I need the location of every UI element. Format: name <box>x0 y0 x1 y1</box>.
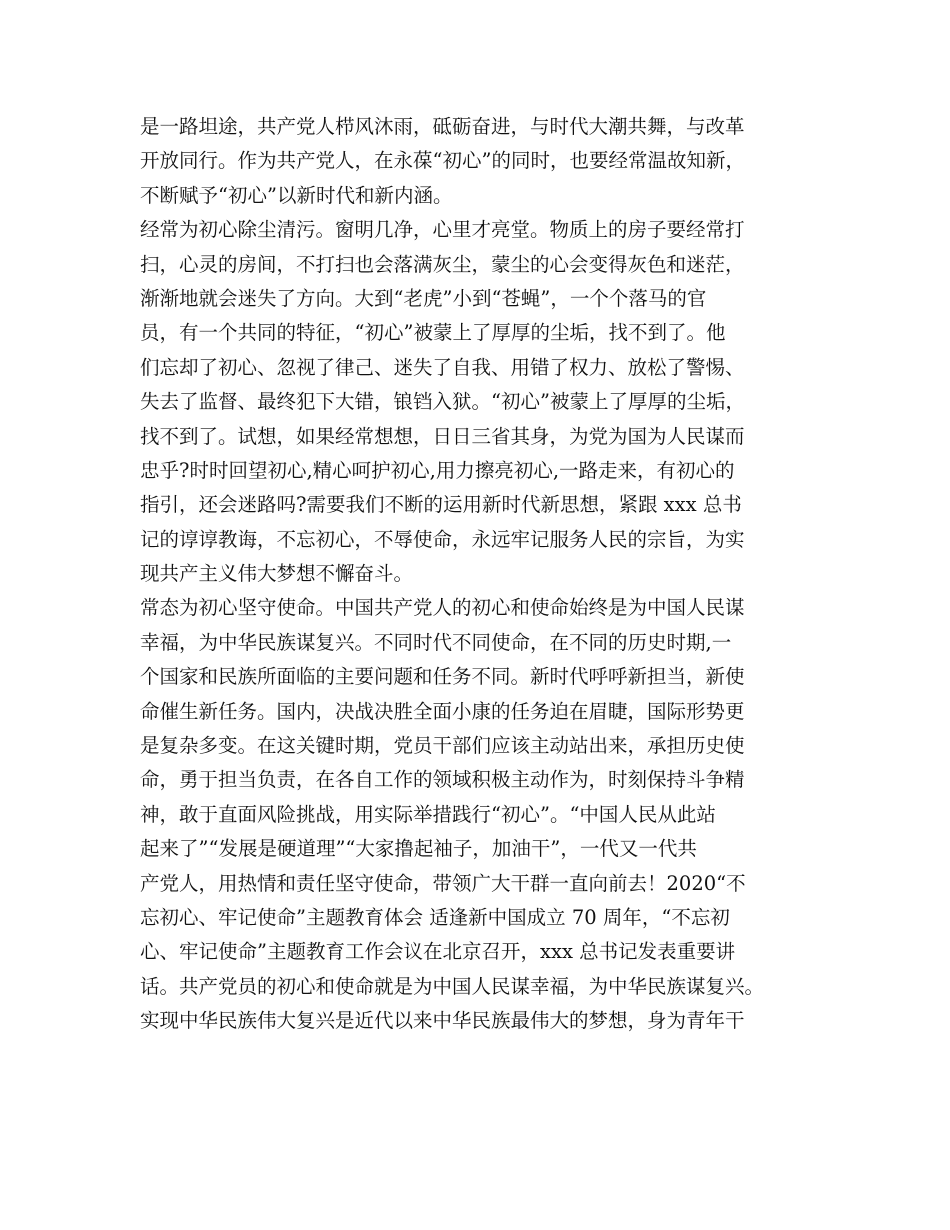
text-line: 是一路坦途，共产党人栉风沐雨，砥砺奋进，与时代大潮共舞，与改革 <box>140 115 745 138</box>
text-line: 找不到了。试想，如果经常想想，日日三省其身，为党为国为人民谋而 <box>140 424 745 448</box>
text-line: 个国家和民族所面临的主要问题和任务不同。新时代呼呼新担当，新使 <box>140 665 745 689</box>
document-body <box>140 110 840 1039</box>
text-line: 忘初心、牢记使命”主题教育体会 适逢新中国成立 70 周年，“不忘初 <box>140 905 730 929</box>
text-line: 常态为初心坚守使命。中国共产党人的初心和使命始终是为中国人民谋 <box>140 596 745 620</box>
text-line: 记的谆谆教诲，不忘初心，不辱使命，永远牢记服务人民的宗旨，为实 <box>140 527 745 551</box>
text-line: 实现中华民族伟大复兴是近代以来中华民族最伟大的梦想，身为青年干 <box>140 1009 745 1033</box>
text-line: 开放同行。作为共产党人，在永葆“初心”的同时，也要经常温故知新， <box>140 149 745 173</box>
text-line: 现共产主义伟大梦想不懈奋斗。 <box>140 562 414 586</box>
text-line: 不断赋予“初心”以新时代和新内涵。 <box>140 183 453 207</box>
text-line: 心、牢记使命”主题教育工作会议在北京召开，xxx 总书记发表重要讲 <box>140 940 736 964</box>
text-line: 们忘却了初心、忽视了律己、迷失了自我、用错了权力、放松了警惕、 <box>140 355 745 379</box>
text-line: 是复杂多变。在这关键时期，党员干部们应该主动站出来，承担历史使 <box>140 734 745 758</box>
text-line: 幸福，为中华民族谋复兴。不同时代不同使命，在不同的历史时期,一 <box>140 630 732 654</box>
text-line: 命，勇于担当负责，在各自工作的领域积极主动作为，时刻保持斗争精 <box>140 768 745 792</box>
text-line: 起来了”“发展是硬道理”“大家撸起袖子，加油干”，一代又一代共 <box>140 837 697 861</box>
text-line: 话。共产党员的初心和使命就是为中国人民谋幸福，为中华民族谋复兴。 <box>140 974 765 998</box>
text-line: 指引，还会迷路吗?需要我们不断的运用新时代新思想，紧跟 xxx 总书 <box>140 493 742 517</box>
text-line: 员，有一个共同的特征，“初心”被蒙上了厚厚的尘垢，找不到了。他 <box>140 321 726 345</box>
text-line: 神，敢于直面风险挑战，用实际举措践行“初心”。“中国人民从此站 <box>140 802 716 826</box>
text-line: 经常为初心除尘清污。窗明几净，心里才亮堂。物质上的房子要经常打 <box>140 218 745 242</box>
text-line: 命催生新任务。国内，决战决胜全面小康的任务迫在眉睫，国际形势更 <box>140 699 745 723</box>
text-line: 渐渐地就会迷失了方向。大到“老虎”小到“苍蝇”，一个个落马的官 <box>140 286 707 310</box>
text-line: 扫，心灵的房间，不打扫也会落满灰尘，蒙尘的心会变得灰色和迷茫， <box>140 252 745 276</box>
text-line: 失去了监督、最终犯下大错，锒铛入狱。“初心”被蒙上了厚厚的尘垢， <box>140 390 745 414</box>
text-line: 产党人，用热情和责任坚守使命，带领广大干群一直向前去！2020“不 <box>140 871 746 895</box>
text-line: 忠乎?时时回望初心,精心呵护初心,用力擦亮初心,一路走来，有初心的 <box>140 458 735 482</box>
